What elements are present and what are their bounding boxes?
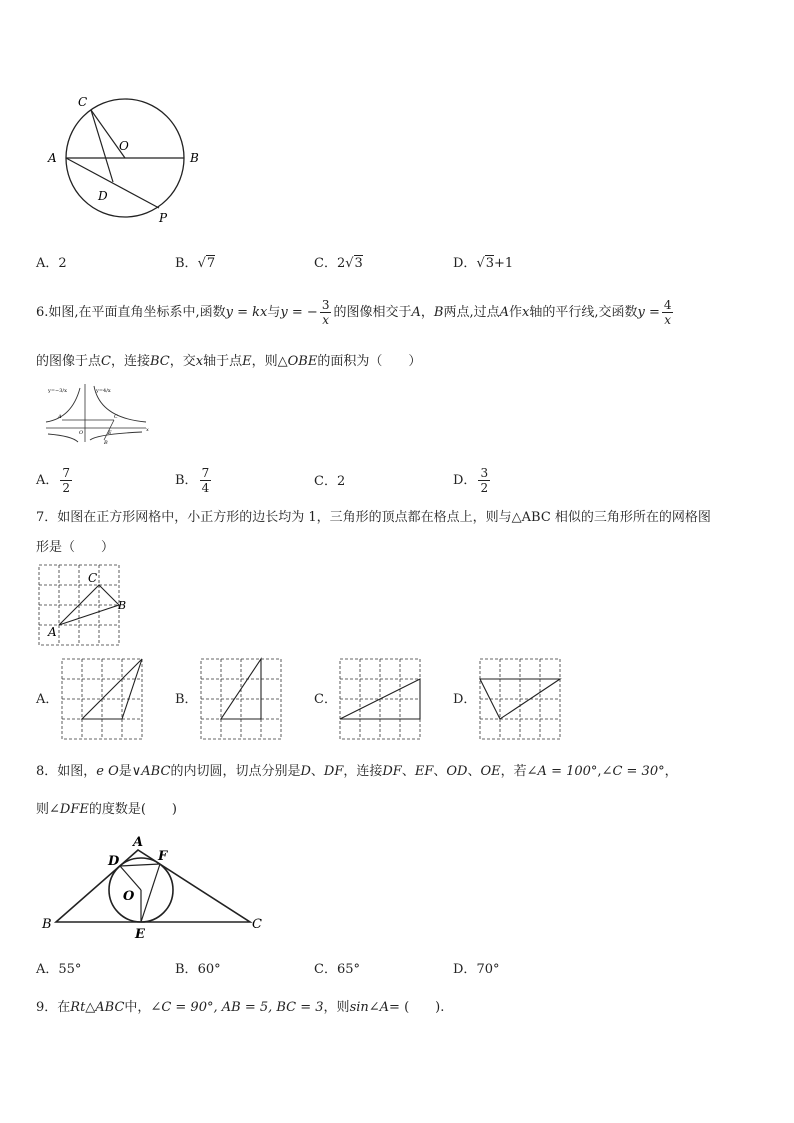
segment-od	[120, 866, 141, 890]
q6-option-b[interactable]: B． $\frac{7}{4}$	[175, 466, 210, 495]
label-b: B	[118, 599, 127, 612]
q7-stem-line2: 形是（ ）	[36, 540, 115, 555]
label-d: D	[98, 189, 108, 203]
label-d: D	[108, 854, 120, 869]
label-c: C	[78, 95, 88, 109]
label-a: A	[58, 414, 62, 420]
label-left-fn: y=−3/x	[48, 388, 67, 394]
q8-options	[36, 960, 766, 984]
q6-options	[36, 462, 766, 502]
label-c: C	[252, 917, 262, 932]
label-x: x	[146, 427, 149, 433]
q5-circle-figure	[40, 90, 210, 225]
q6-stem-line1: 6.如图,在平面直角坐标系中,函数y = kx与y = − $\frac{3}{x}$ 的图像相交于A，B两点,过点A作x轴的平行线,交函数y = $\frac{4}{x}$	[36, 298, 672, 327]
label-e: E	[135, 927, 145, 942]
q8-option-c[interactable]: C．65°	[314, 962, 360, 977]
q8-stem-line1: 8．如图，e O是∨ABC的内切圆，切点分别是D、DF，连接DF、EF、OD、OE，若∠A = 100°,∠C = 30°，	[36, 764, 678, 779]
q7-option-a-grid[interactable]	[61, 658, 143, 740]
q6-stem-line2: 的图像于点C，连接BC，交x轴于点E，则△OBE的面积为（ ）	[36, 354, 422, 369]
q8-option-d[interactable]: D．70°	[453, 962, 500, 977]
q6-fraction-4-over-x: $\frac{4}{x}$	[663, 298, 672, 327]
label-c: C	[114, 414, 118, 420]
curve-4-over-x-left	[48, 434, 78, 442]
q8-stem-line2: 则∠DFE的度数是( )	[36, 802, 177, 817]
label-b: B	[42, 917, 52, 932]
label-o: O	[119, 139, 129, 153]
q5-option-c[interactable]: C．2√3	[314, 256, 363, 271]
label-e: E	[108, 430, 112, 436]
q8-option-a[interactable]: A．55°	[36, 962, 82, 977]
q7-option-a-label[interactable]: A．	[36, 692, 59, 707]
chord-ap	[66, 158, 159, 208]
segment-ef	[141, 864, 160, 922]
q7-option-b-label[interactable]: B．	[175, 692, 198, 707]
curve-neg3-over-x-right	[90, 432, 142, 440]
segment-df	[120, 864, 160, 866]
label-o: O	[123, 889, 135, 904]
q7-option-d-label[interactable]: D．	[453, 692, 477, 707]
triangle	[82, 659, 142, 719]
q8-incircle-figure	[38, 832, 270, 940]
q6-option-a[interactable]: A． $\frac{7}{2}$	[36, 466, 71, 495]
label-b: B	[104, 440, 108, 446]
q5-option-b[interactable]: B．√7	[175, 256, 216, 271]
q7-option-c-label[interactable]: C．	[314, 692, 337, 707]
segment-cd	[91, 110, 113, 182]
q8-option-b[interactable]: B．60°	[175, 962, 221, 977]
label-b: B	[190, 151, 199, 165]
q6-function-graph	[42, 382, 152, 444]
label-o: O	[79, 430, 84, 436]
q5-options	[36, 254, 766, 278]
label-c: C	[88, 571, 98, 585]
label-p: P	[159, 211, 168, 225]
q7-option-d-grid[interactable]	[479, 658, 561, 740]
q7-option-b-grid[interactable]	[200, 658, 282, 740]
q6-fraction-3-over-x: $\frac{3}{x}$	[321, 298, 330, 327]
q6-option-d[interactable]: D． $\frac{3}{2}$	[453, 466, 489, 495]
q7-option-c-grid[interactable]	[339, 658, 421, 740]
q5-option-d[interactable]: D．√3+1	[453, 256, 514, 271]
q9-stem: 9．在Rt△ABC中，∠C = 90°, AB = 5, BC = 3，则sin∠A= ( ).	[36, 1000, 445, 1015]
q5-option-a[interactable]: A．2	[36, 256, 67, 271]
label-a: A	[133, 835, 144, 850]
label-a: A	[48, 151, 57, 165]
q7-reference-grid	[38, 564, 127, 648]
label-f: F	[158, 849, 168, 864]
q6-option-c[interactable]: C．2	[314, 474, 346, 489]
q7-stem-line1: 7．如图在正方形网格中，小正方形的边长均为 1，三角形的顶点都在格点上，则与△ABC 相似的三角形所在的网格图	[36, 510, 711, 525]
label-a: A	[48, 625, 57, 639]
label-right-fn: y=4/x	[96, 388, 111, 394]
